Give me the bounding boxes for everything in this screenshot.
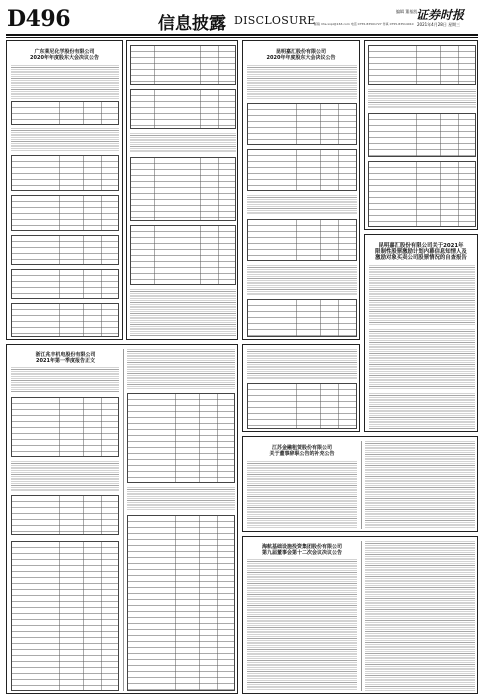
data-table — [11, 397, 119, 457]
body-text — [365, 541, 475, 691]
body-text — [11, 461, 119, 491]
body-text — [247, 65, 357, 99]
body-text — [365, 441, 475, 529]
body-text — [11, 128, 119, 152]
data-table — [11, 303, 119, 337]
article-title: 昆明嘉汇股份有限公司 — [275, 49, 326, 55]
article-a4 — [242, 344, 360, 432]
data-table — [130, 157, 236, 221]
data-table — [11, 235, 119, 265]
date-line: 2021年4月28日 星期三 — [417, 22, 461, 27]
brand-logo: 证券时报 — [416, 8, 465, 22]
data-table — [368, 113, 476, 157]
article-title: 广东莱尼化学股份有限公司 — [34, 49, 95, 55]
body-text — [247, 461, 357, 529]
data-table — [11, 195, 119, 231]
editor-line: 编辑 董基凯 — [396, 9, 418, 14]
body-text — [130, 133, 236, 153]
article-title-line3: 激励对象买卖公司股票情况的自查报告 — [375, 255, 467, 261]
data-table — [247, 299, 357, 337]
article-a1 — [6, 40, 123, 340]
body-text — [11, 367, 119, 393]
article-subtitle: 2020年年度股东大会决议公告 — [30, 55, 99, 61]
page-code: D496 — [7, 6, 71, 32]
body-text — [247, 195, 357, 215]
data-table — [247, 383, 357, 429]
body-text — [247, 265, 357, 295]
article-a3 — [242, 40, 360, 340]
data-table — [11, 541, 119, 691]
article-a1-cont — [126, 40, 238, 340]
body-text — [369, 393, 475, 429]
data-table — [247, 103, 357, 145]
article-a6 — [242, 436, 478, 532]
data-table — [11, 101, 119, 125]
article-a7 — [242, 536, 478, 694]
article-a5 — [364, 234, 478, 432]
article-a4-cont — [364, 40, 478, 230]
body-text — [247, 559, 357, 691]
article-title: 昆明嘉汇股份有限公司关于2021年 — [378, 243, 464, 249]
body-text — [368, 89, 476, 109]
body-text — [127, 487, 235, 511]
data-table — [11, 495, 119, 535]
body-text — [130, 289, 236, 337]
section-title-en: DISCLOSURE — [234, 14, 316, 27]
article-a2 — [6, 344, 238, 694]
data-table — [247, 219, 357, 261]
data-table — [368, 161, 476, 227]
body-text — [127, 349, 235, 389]
data-table — [247, 149, 357, 191]
data-table — [130, 225, 236, 285]
article-title: 海航基础设施投资集团股份有限公司 — [261, 544, 342, 550]
contact-line: 邮箱 lrhs.xxpl@163.com 电话 0755-83501727 传真 0755-83514010 — [314, 22, 414, 26]
data-table — [368, 45, 476, 85]
article-title-line2: 限制性股票激励计划内幕信息知情人及 — [375, 249, 467, 255]
data-table — [127, 515, 235, 691]
data-table — [11, 269, 119, 299]
body-text — [11, 65, 119, 99]
body-text — [369, 265, 475, 325]
article-subtitle: 关于董事辞职公告的补充公告 — [269, 451, 335, 457]
article-subtitle: 第九届董事会第十二次会议决议公告 — [261, 550, 342, 556]
header-rule — [6, 34, 478, 36]
article-title: 江苏金融租赁股份有限公司 — [271, 445, 332, 451]
data-table — [11, 155, 119, 191]
header-rule-thin — [6, 37, 478, 38]
article-subtitle: 2020年年度股东大会决议公告 — [266, 55, 336, 61]
data-table — [127, 393, 235, 483]
body-text — [247, 349, 357, 379]
article-subtitle: 2021年第一季度报告正文 — [36, 358, 95, 364]
data-table — [130, 45, 236, 85]
article-title: 浙江兆丰机电股份有限公司 — [35, 352, 96, 358]
body-text — [369, 329, 475, 389]
data-table — [130, 89, 236, 129]
section-title: 信息披露 — [158, 14, 226, 34]
